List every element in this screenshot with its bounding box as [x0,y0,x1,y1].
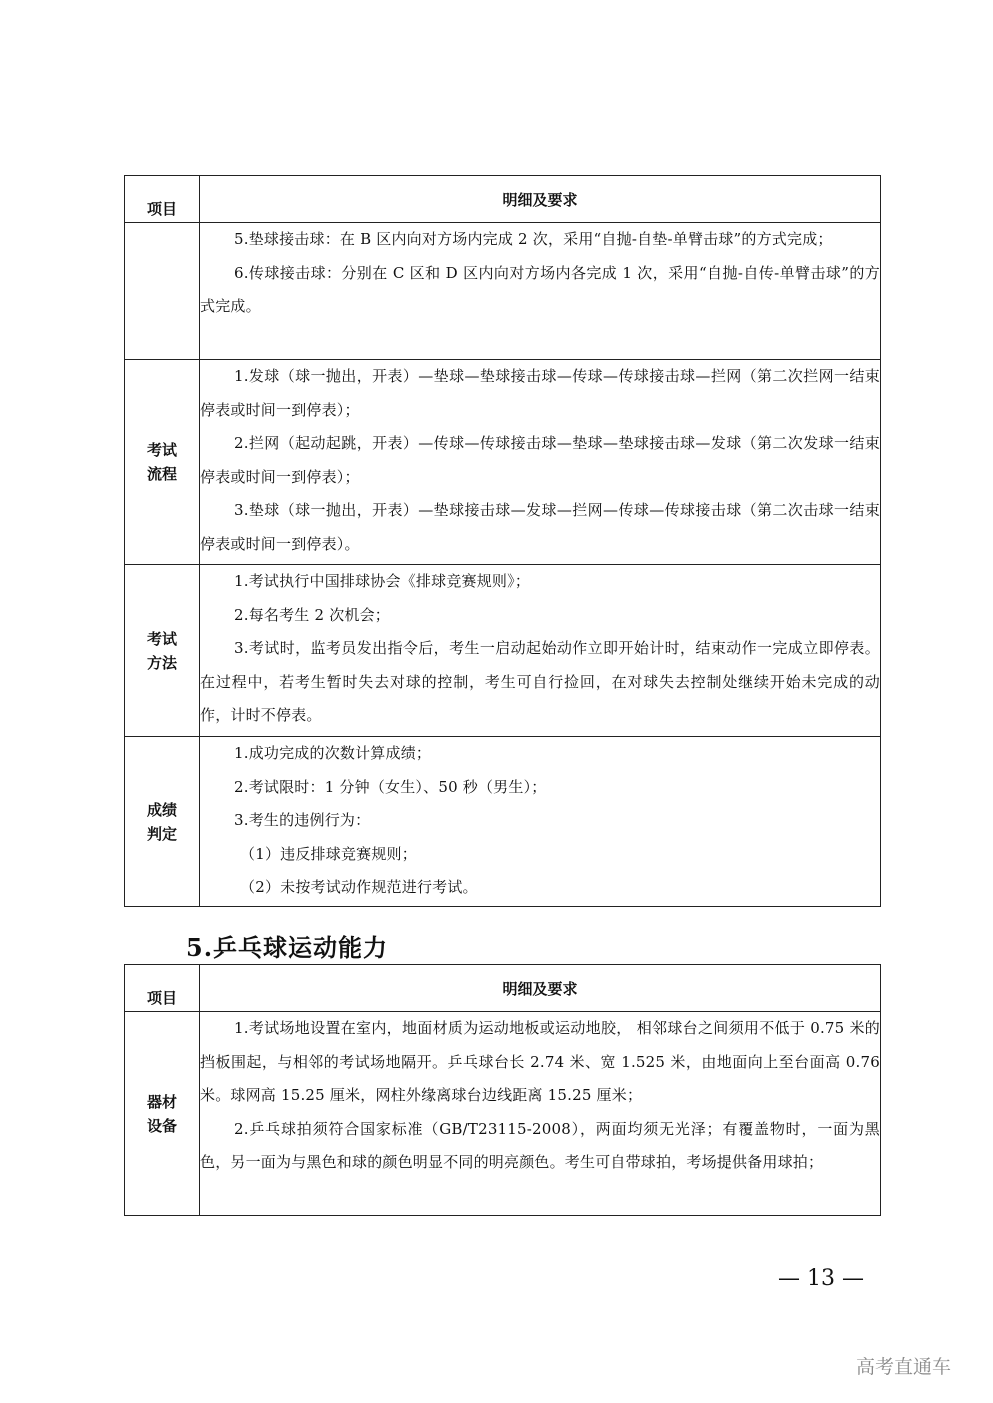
row-label-scoring [125,737,200,907]
row-label-text: 考试 流程 [146,441,177,483]
row-content [200,360,881,565]
header-item: 项目 [125,176,200,223]
table-row [125,360,881,565]
paragraph: 3.考生的违例行为： [234,811,371,829]
row-content [200,223,881,360]
row-content [200,737,881,907]
row-label-text: 考试 方法 [146,629,177,672]
row-label-equipment [125,1012,200,1216]
row-label-exam-method [125,565,200,737]
row-label-text: 器材 设备 [146,1092,177,1135]
paragraph: 1.考试场地设置在室内，地面材质为运动地板或运动地胶， 相邻球台之间须用不低于 0.75 米的挡板围起，与相邻的考试场地隔开。乒乓球台长 2.74 米、宽 1.525 米，由地面向上至台面高 0.76 米。球网高 15.25 厘米，网柱外缘离球台边线距离 15.25 厘米； [200,1019,880,1104]
table-row [125,565,881,737]
row-label-exam-process [125,360,200,565]
paragraph: 1.考试执行中国排球协会《排球竞赛规则》； [234,572,531,590]
volleyball-requirements-table [124,175,881,907]
paragraph: 3.考试时，监考员发出指令后，考生一启动起始动作立即开始计时，结束动作一完成立即停表。在过程中，若考生暂时失去对球的控制，考生可自行捡回，在对球失去控制处继续开始未完成的动作，计时不停表。 [200,639,880,724]
section-title: 5.乒乓球运动能力 [186,933,389,962]
paragraph: 2.乒乓球拍须符合国家标准（GB/T23115-2008），两面均须无光泽；有覆盖物时，一面为黑色，另一面为与黑色和球的颜色明显不同的明亮颜色。考生可自带球拍，考场提供备用球拍； [200,1119,880,1171]
table-row [125,1012,881,1216]
row-label [125,223,200,360]
header-item: 项目 [125,965,200,1012]
header-detail: 明细及要求 [200,176,881,223]
table-tennis-requirements-table [124,964,881,1216]
paragraph: 1.成功完成的次数计算成绩； [234,744,432,762]
paragraph: （1）违反排球竞赛规则； [240,844,417,863]
row-label-text: 成绩 判定 [146,800,177,843]
row-content [200,1012,881,1216]
table-row [125,223,881,360]
paragraph: 2.每名考生 2 次机会； [234,605,390,624]
paragraph: 3.垫球（球一抛出，开表）—垫球接击球—发球—拦网—传球—传球接击球（第二次击球一结束停表或时间一到停表）。 [200,501,880,553]
paragraph: 2.考试限时：1 分钟（女生）、50 秒（男生）； [234,777,547,796]
paragraph: 2.拦网（起动起跳，开表）—传球—传球接击球—垫球—垫球接击球—发球（第二次发球一结束停表或时间一到停表）； [200,434,880,486]
paragraph: （2）未按考试动作规范进行考试。 [240,878,478,896]
paragraph: 5.垫球接击球：在 B 区内向对方场内完成 2 次，采用“自抛-自垫-单臂击球”的方式完成； [234,230,833,248]
table-header-row [125,176,881,223]
table-row [125,737,881,907]
row-content [200,565,881,737]
header-detail: 明细及要求 [200,965,881,1012]
page-number: — 13 — [778,1266,864,1291]
table-header-row [125,965,881,1012]
paragraph: 1.发球（球一抛出，开表）—垫球—垫球接击球—传球—传球接击球—拦网（第二次拦网一结束停表或时间一到停表）； [200,367,880,419]
watermark: 高考直通车 [856,1356,952,1378]
paragraph: 6.传球接击球：分别在 C 区和 D 区内向对方场内各完成 1 次，采用“自抛-自传-单臂击球”的方式完成。 [200,263,880,315]
